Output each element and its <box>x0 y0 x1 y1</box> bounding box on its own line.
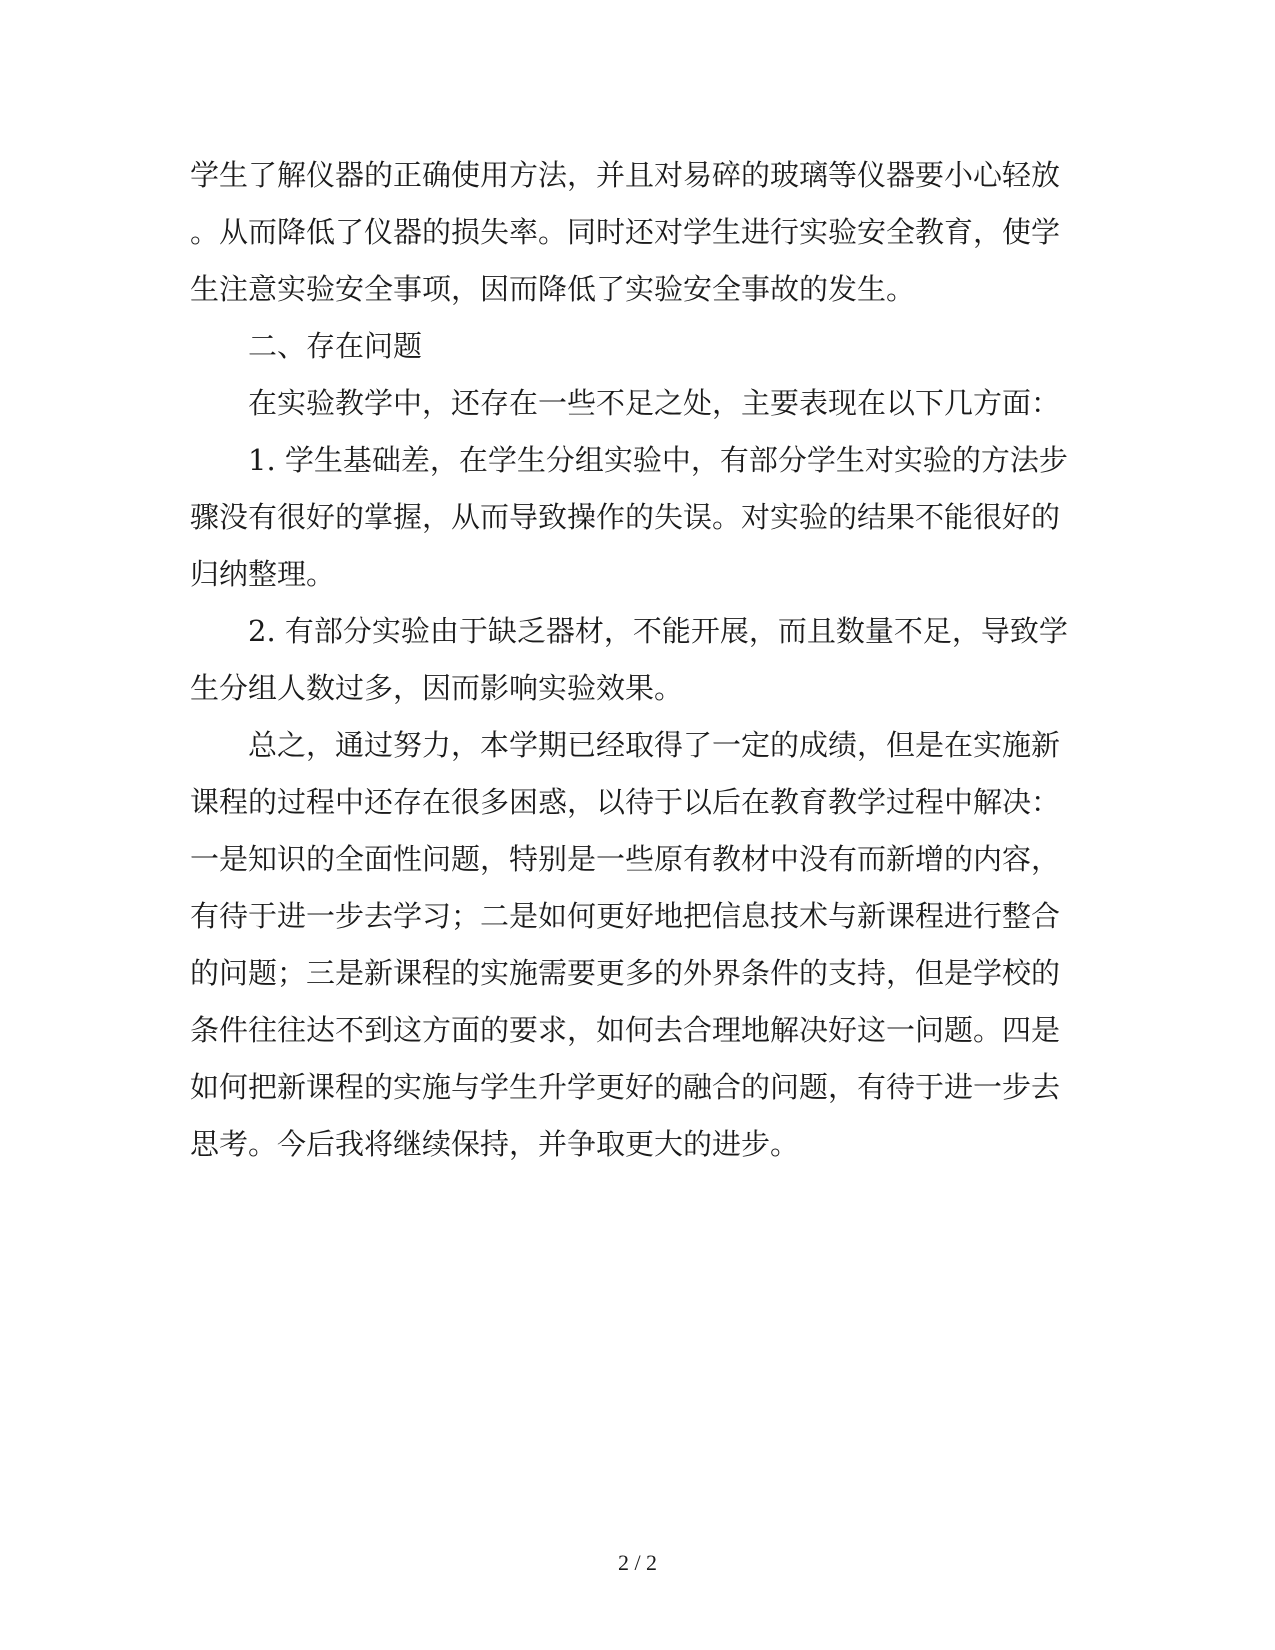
list-item-1: 1. 学生基础差，在学生分组实验中，有部分学生对实验的方法步 <box>248 443 1068 477</box>
text-line: 学生了解仪器的正确使用方法，并且对易碎的玻璃等仪器要小心轻放 <box>190 158 1061 192</box>
text-line: 的问题；三是新课程的实施需要更多的外界条件的支持，但是学校的 <box>190 956 1061 990</box>
text-line: 有待于进一步去学习；二是如何更好地把信息技术与新课程进行整合 <box>190 899 1061 933</box>
summary-paragraph-start: 总之，通过努力，本学期已经取得了一定的成绩，但是在实施新 <box>248 728 1061 762</box>
text-line: 。从而降低了仪器的损失率。同时还对学生进行实验安全教育，使学 <box>190 215 1061 249</box>
text-line: 生分组人数过多，因而影响实验效果。 <box>190 671 684 705</box>
document-body <box>190 147 1070 1173</box>
text-line: 课程的过程中还存在很多困惑，以待于以后在教育教学过程中解决： <box>190 785 1061 819</box>
text-line: 思考。今后我将继续保持，并争取更大的进步。 <box>190 1127 800 1161</box>
list-item-2: 2. 有部分实验由于缺乏器材，不能开展，而且数量不足，导致学 <box>248 614 1068 648</box>
text-line: 一是知识的全面性问题，特别是一些原有教材中没有而新增的内容， <box>190 842 1061 876</box>
section-heading: 二、存在问题 <box>248 329 423 363</box>
text-line: 条件往往达不到这方面的要求，如何去合理地解决好这一问题。四是 <box>190 1013 1061 1047</box>
text-line: 生注意实验安全事项，因而降低了实验安全事故的发生。 <box>190 272 916 306</box>
text-line: 在实验教学中，还存在一些不足之处，主要表现在以下几方面： <box>248 386 1061 420</box>
text-line: 骤没有很好的掌握，从而导致操作的失误。对实验的结果不能很好的 <box>190 500 1061 534</box>
page-number: 2 / 2 <box>617 1550 658 1575</box>
text-line: 如何把新课程的实施与学生升学更好的融合的问题，有待于进一步去 <box>190 1070 1061 1104</box>
text-line: 归纳整理。 <box>190 557 336 591</box>
